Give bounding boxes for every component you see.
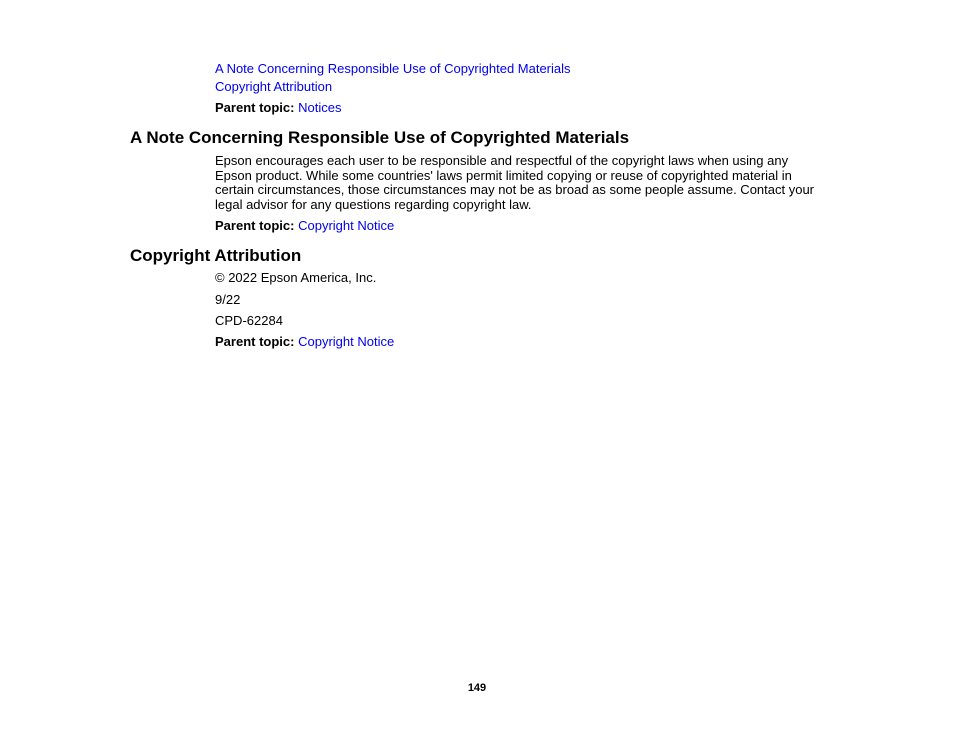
toc-link-responsible-use[interactable]: A Note Concerning Responsible Use of Copyrighted Materials (215, 61, 571, 76)
paragraph-line: Epson product. While some countries' laws permit limited copying or reuse of copyrighted material in (215, 167, 792, 183)
parent-topic-label: Parent topic: (215, 334, 295, 349)
parent-topic-section1 (215, 219, 394, 234)
parent-topic-label: Parent topic: (215, 218, 295, 233)
heading-copyright-attribution: Copyright Attribution (130, 246, 302, 265)
responsible-use-paragraph (215, 154, 835, 212)
heading-responsible-use: A Note Concerning Responsible Use of Copyrighted Materials (130, 128, 630, 147)
paragraph-line: Epson encourages each user to be responsible and respectful of the copyright laws when using any (215, 153, 789, 168)
parent-topic-link-notices[interactable]: Notices (298, 100, 342, 115)
parent-topic-label: Parent topic: (215, 100, 295, 115)
parent-topic-link-copyright-notice[interactable]: Copyright Notice (298, 334, 395, 349)
parent-topic-link-copyright-notice[interactable]: Copyright Notice (298, 218, 395, 233)
copyright-line: © 2022 Epson America, Inc. (215, 270, 377, 285)
document-code: CPD-62284 (215, 313, 283, 328)
toc-link-copyright-attribution[interactable]: Copyright Attribution (215, 79, 333, 94)
parent-topic-notices (215, 101, 341, 116)
paragraph-line: legal advisor for any questions regarding copyright law. (215, 196, 532, 212)
parent-topic-section2 (215, 335, 394, 350)
page-number: 149 (467, 682, 487, 694)
paragraph-line: certain circumstances, those circumstances may not be as broad as some people assume. Contact your (215, 182, 815, 197)
date-line: 9/22 (215, 292, 241, 307)
